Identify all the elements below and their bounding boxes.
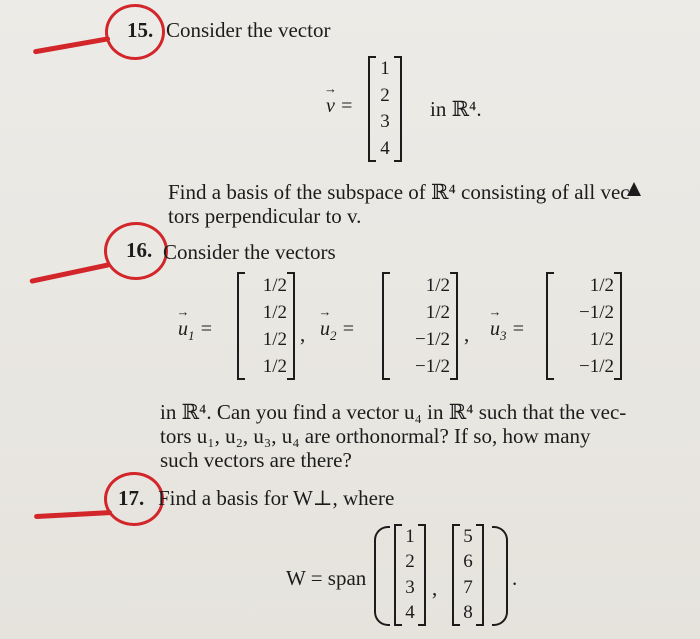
mouse-cursor-icon bbox=[627, 182, 641, 196]
matrix-entry: 1/2 bbox=[589, 274, 614, 296]
vector-v-label: → v = bbox=[326, 95, 353, 118]
matrix-entry: 5 bbox=[463, 525, 473, 547]
matrix-entry: −1/2 bbox=[415, 355, 450, 377]
matrix-entry: −1/2 bbox=[579, 301, 614, 323]
span-vector-2-matrix bbox=[452, 524, 484, 626]
matrix-entry: 4 bbox=[405, 602, 415, 624]
problem-16-line2: tors u₁, u₂, u₃, u₄ are orthonormal? If so, how many bbox=[160, 424, 591, 448]
matrix-entry: 1/2 bbox=[425, 274, 450, 296]
left-paren bbox=[374, 526, 390, 626]
comma-separator: , bbox=[300, 322, 306, 346]
problem-17-intro: Find a basis for W⊥, where bbox=[158, 486, 395, 510]
matrix-entry: −1/2 bbox=[579, 355, 614, 377]
matrix-entry: 6 bbox=[463, 551, 473, 573]
matrix-entry: 1 bbox=[380, 58, 390, 80]
matrix-entry: 4 bbox=[380, 137, 390, 159]
problem-16-line1: in ℝ⁴. Can you find a vector u₄ in ℝ⁴ such that the vec- bbox=[160, 400, 627, 424]
matrix-entry: 1/2 bbox=[425, 301, 450, 323]
problem-number-15: 15. bbox=[127, 18, 154, 42]
matrix-entry: 3 bbox=[405, 576, 415, 598]
vector-v-space: in ℝ⁴. bbox=[430, 97, 482, 121]
comma-separator: , bbox=[432, 576, 438, 600]
span-lhs: W = span bbox=[286, 566, 367, 590]
vector-u3-label: → $u_3$ = bbox=[490, 318, 525, 344]
problem-number-17: 17. bbox=[118, 486, 145, 510]
vector-v-matrix bbox=[368, 56, 402, 162]
matrix-entry: 8 bbox=[463, 602, 473, 624]
span-end: . bbox=[512, 566, 518, 590]
matrix-entry: 2 bbox=[405, 551, 415, 573]
problem-15-intro: Consider the vector bbox=[166, 18, 331, 42]
problem-16-intro: Consider the vectors bbox=[163, 240, 336, 264]
matrix-entry: 2 bbox=[380, 84, 390, 106]
right-paren bbox=[492, 526, 508, 626]
problem-15-line1: Find a basis of the subspace of ℝ⁴ consisting of all vec- bbox=[168, 180, 637, 204]
red-annotation-stroke bbox=[34, 510, 112, 519]
problem-15-line2: tors perpendicular to v. bbox=[168, 204, 362, 228]
vector-u2-matrix bbox=[382, 272, 458, 380]
vector-u3-matrix bbox=[546, 272, 622, 380]
matrix-entry: −1/2 bbox=[415, 328, 450, 350]
matrix-entry: 7 bbox=[463, 576, 473, 598]
problem-number-16: 16. bbox=[126, 238, 153, 262]
matrix-entry: 1/2 bbox=[262, 274, 287, 296]
matrix-entry: 1/2 bbox=[262, 301, 287, 323]
matrix-entry: 1/2 bbox=[262, 355, 287, 377]
vector-u2-label: → $u_2$ = bbox=[320, 318, 355, 344]
red-annotation-stroke bbox=[33, 36, 111, 54]
matrix-entry: 3 bbox=[380, 111, 390, 133]
problem-16-line3: such vectors are there? bbox=[160, 448, 352, 472]
red-annotation-stroke bbox=[29, 262, 110, 284]
comma-separator: , bbox=[464, 322, 470, 346]
matrix-entry: 1/2 bbox=[589, 328, 614, 350]
span-vector-1-matrix bbox=[394, 524, 426, 626]
vector-u1-label: → $u_1$ = bbox=[178, 318, 213, 344]
matrix-entry: 1 bbox=[405, 525, 415, 547]
vector-u1-matrix bbox=[237, 272, 295, 380]
matrix-entry: 1/2 bbox=[262, 328, 287, 350]
